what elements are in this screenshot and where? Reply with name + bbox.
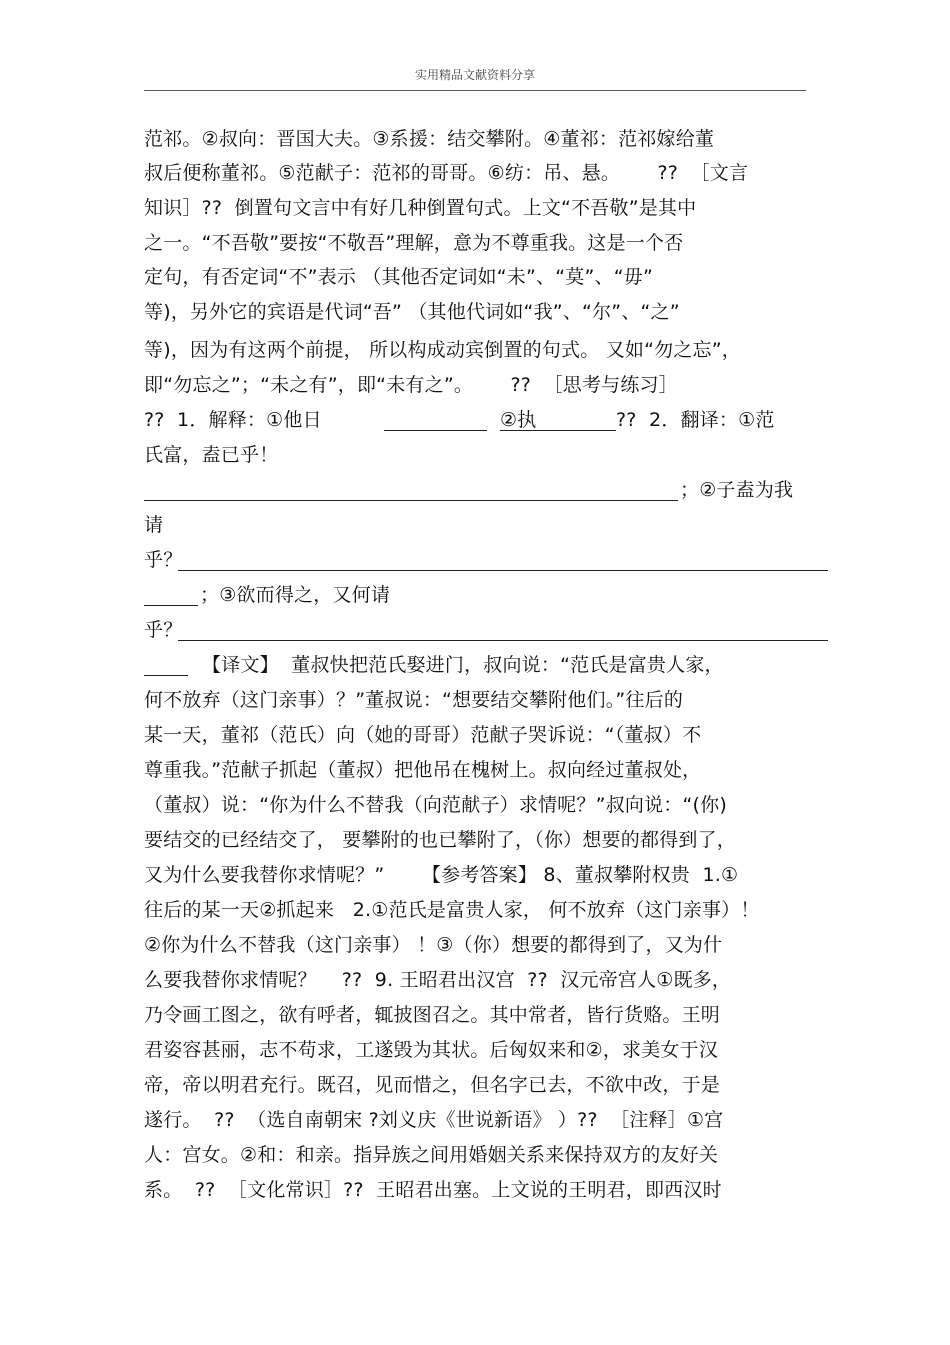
text-line: 尊重我。”范献子抓起（董叔）把他吊在槐树上。叔向经过董叔处， xyxy=(144,759,702,781)
text-line: ②你为什么不替我（这门亲事） ！③（你）想要的都得到了，又为什 xyxy=(144,934,723,956)
exercise-1-label: ?? 1．解释：①他日 xyxy=(144,409,322,431)
exercise-2-label: ?? 2．翻译：①范 xyxy=(616,409,775,431)
text-line: ；②子盍为我 xyxy=(680,479,794,501)
text-line: 往后的某一天②抓起来 2.①范氏是富贵人家， 何不放弃（这门亲事）！ xyxy=(144,899,760,921)
text-line: 帝，帝以明君充行。既召，见而惜之，但名字已去，不欲中改，于是 xyxy=(144,1074,721,1096)
text-line: 乎？ xyxy=(144,619,183,641)
header-rule xyxy=(144,90,806,91)
text-line: 即“勿忘之”；“未之有”，即“未有之”。 ?? ［思考与练习］ xyxy=(144,374,678,396)
text-line: 氏富，盍已乎！ xyxy=(144,444,279,466)
text-line: 知识］?? 倒置句文言中有好几种倒置句式。上文“不吾敬”是其中 xyxy=(144,197,697,219)
text-line: （董叔）说：“你为什么不替我（向范献子）求情呢？”叔向说：“(你) xyxy=(144,794,727,816)
text-line: 又为什么要我替你求情呢？” 【参考答案】 8、董叔攀附权贵 1.① xyxy=(144,864,739,886)
text-line: 范祁。②叔向：晋国大夫。③系援：结交攀附。④董祁：范祁嫁给董 xyxy=(144,128,715,150)
text-line: 遂行。 ?? （选自南朝宋 ?刘义庆《世说新语》 ）?? ［注释］①宫 xyxy=(144,1109,724,1131)
answer-blank[interactable] xyxy=(178,640,828,641)
text-line: 定句，有否定词“不”表示 （其他否定词如“未”、“莫”、“毋” xyxy=(144,266,653,288)
text-line: 何不放弃（这门亲事）？”董叔说：“想要结交攀附他们。”往后的 xyxy=(144,689,684,711)
text-line: ；③欲而得之，又何请 xyxy=(200,584,391,606)
text-line: 乃令画工图之，欲有呼者，辄披图召之。其中常者，皆行货赂。王明 xyxy=(144,1004,721,1026)
text-line: 乎？ xyxy=(144,549,183,571)
answer-blank[interactable] xyxy=(178,570,828,571)
text-line: 么要我替你求情呢？ ?? 9. 王昭君出汉宫 ?? 汉元帝宫人①既多， xyxy=(144,969,732,991)
answer-blank[interactable] xyxy=(144,605,198,606)
text-line: 君姿容甚丽，志不苟求，工遂毁为其状。后匈奴来和②，求美女于汉 xyxy=(144,1039,719,1061)
text-line: 人：宫女。②和：和亲。指异族之间用婚姻关系来保持双方的友好关 xyxy=(144,1144,719,1166)
page-header: 实用精品文献资料分享 xyxy=(414,68,535,82)
text-line: 叔后便称董祁。⑤范献子：范祁的哥哥。⑥纺：吊、悬。 ?? ［文言 xyxy=(144,162,749,184)
exercise-1b-label: ②执 xyxy=(500,409,537,431)
text-line: 系。 ?? ［文化常识］?? 王昭君出塞。上文说的王明君，即西汉时 xyxy=(144,1179,722,1201)
text-line: 某一天，董祁（范氏）向（她的哥哥）范献子哭诉说：“（董叔）不 xyxy=(144,724,702,746)
answer-blank[interactable] xyxy=(144,675,188,676)
answer-blank[interactable] xyxy=(384,430,487,431)
answer-blank[interactable] xyxy=(144,500,678,501)
text-line: 等)，因为有这两个前提， 所以构成动宾倒置的句式。 又如“勿之忘”， xyxy=(144,339,741,361)
text-line: 要结交的已经结交了， 要攀附的也已攀附了，（你）想要的都得到了， xyxy=(144,829,736,851)
text-line: 【译文】 董叔快把范氏娶进门，叔向说：“范氏是富贵人家， xyxy=(202,654,724,676)
text-line: 之一。“不吾敬”要按“不敬吾”理解，意为不尊重我。这是一个否 xyxy=(144,232,684,254)
text-line: 请 xyxy=(144,514,164,536)
answer-blank[interactable] xyxy=(500,430,616,431)
text-line: 等)，另外它的宾语是代词“吾” （其他代词如“我”、“尔”、“之” xyxy=(144,301,680,323)
